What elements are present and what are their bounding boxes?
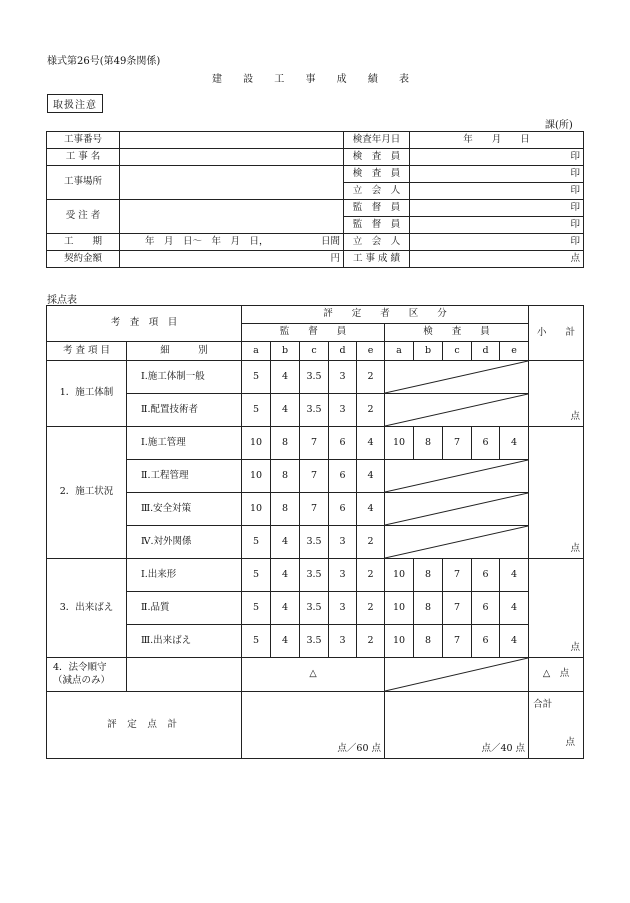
grade-a: a	[385, 342, 414, 361]
score-cell[interactable]: 3.5	[300, 592, 329, 625]
grand-total-label: 合計	[533, 699, 553, 710]
score-cell[interactable]: 3	[329, 592, 357, 625]
label-contractor: 受 注 者	[47, 200, 120, 234]
group-4-line1: 4．法令順守	[53, 661, 107, 673]
seal-witness[interactable]: 印	[410, 183, 584, 200]
row-label: Ⅱ.配置技術者	[127, 394, 242, 427]
field-project-name[interactable]	[120, 149, 344, 166]
score-cell[interactable]: 10	[385, 559, 414, 592]
score-cell[interactable]: 2	[357, 625, 385, 658]
grade-c: c	[443, 342, 472, 361]
score-cell[interactable]: 7	[300, 493, 329, 526]
page-title: 建 設 工 事 成 績 表	[211, 74, 419, 85]
score-cell[interactable]: 6	[329, 493, 357, 526]
score-cell[interactable]: 7	[443, 427, 472, 460]
row-label: Ⅲ.安全対策	[127, 493, 242, 526]
grade-d: d	[329, 342, 357, 361]
score-cell[interactable]: 6	[472, 592, 500, 625]
score-cell[interactable]: 10	[385, 427, 414, 460]
header-item: 考 査 項 目	[47, 306, 242, 342]
score-cell[interactable]: 5	[242, 361, 271, 394]
score-cell[interactable]: 10	[385, 592, 414, 625]
label-location: 工事場所	[47, 166, 120, 200]
inspector-total[interactable]: 点／40 点	[385, 692, 529, 759]
score-cell[interactable]: 7	[443, 625, 472, 658]
subtotal-4[interactable]: △ 点	[529, 658, 584, 692]
row-label: Ⅰ.施工管理	[127, 427, 242, 460]
score-cell[interactable]: 8	[414, 427, 443, 460]
group-3: 3．出来ばえ	[47, 559, 127, 658]
label-project-no: 工事番号	[47, 132, 120, 149]
score-cell[interactable]: 3.5	[300, 361, 329, 394]
group-1: 1．施工体制	[47, 361, 127, 427]
field-location[interactable]	[120, 166, 344, 200]
label-witness: 立 会 人	[344, 183, 410, 200]
supervisor-total[interactable]: 点／60 点	[242, 692, 385, 759]
grand-total[interactable]	[529, 692, 584, 759]
score-cell[interactable]: 8	[271, 427, 300, 460]
score-cell[interactable]: 6	[472, 427, 500, 460]
score-cell[interactable]: 5	[242, 394, 271, 427]
score-cell[interactable]: 3	[329, 394, 357, 427]
score-cell[interactable]: 6	[472, 559, 500, 592]
score-cell[interactable]: 2	[357, 526, 385, 559]
score-table	[46, 305, 584, 759]
score-cell[interactable]: 2	[357, 394, 385, 427]
label-project-name: 工 事 名	[47, 149, 120, 166]
row-label: Ⅰ.出来形	[127, 559, 242, 592]
label-period: 工 期	[47, 234, 120, 251]
score-cell[interactable]: 2	[357, 592, 385, 625]
score-cell[interactable]: 5	[242, 526, 271, 559]
notice-box: 取扱注意	[47, 94, 103, 113]
score-cell[interactable]: 4	[271, 361, 300, 394]
diagonal-cell	[385, 460, 529, 493]
score-cell[interactable]: 5	[242, 625, 271, 658]
subtotal-3[interactable]: 点	[529, 559, 584, 658]
score-cell[interactable]: 4	[500, 592, 529, 625]
score-cell[interactable]: 6	[329, 427, 357, 460]
grand-total-unit: 点	[565, 737, 576, 748]
field-project-no[interactable]	[120, 132, 344, 149]
score-cell[interactable]: 3	[329, 625, 357, 658]
score-cell[interactable]: 4	[357, 493, 385, 526]
row-label: Ⅳ.対外関係	[127, 526, 242, 559]
score-cell[interactable]: 4	[500, 625, 529, 658]
header-subtotal: 小 計	[529, 306, 584, 361]
label-inspector: 検 査 員	[344, 149, 410, 166]
diagonal-cell	[385, 394, 529, 427]
diagonal-cell	[385, 658, 529, 692]
grade-d: d	[472, 342, 500, 361]
score-cell[interactable]: 8	[271, 493, 300, 526]
score-cell[interactable]: 7	[300, 460, 329, 493]
seal-witness-2[interactable]: 印	[410, 234, 584, 251]
score-cell[interactable]: 3	[329, 559, 357, 592]
score-cell[interactable]: 8	[414, 559, 443, 592]
field-result[interactable]: 点	[410, 251, 584, 268]
group-4-line2: （減点のみ）	[53, 674, 111, 686]
row-label: Ⅱ.品質	[127, 592, 242, 625]
grade-b: b	[271, 342, 300, 361]
score-cell[interactable]: 8	[414, 625, 443, 658]
score-cell[interactable]: 4	[271, 559, 300, 592]
seal-supervisor[interactable]: 印	[410, 200, 584, 217]
field-inspection-date[interactable]: 年 月 日	[410, 132, 584, 149]
header-evaluator: 評 定 者 区 分	[242, 306, 529, 324]
diagonal-cell	[385, 493, 529, 526]
label-supervisor-2: 監 督 員	[344, 217, 410, 234]
grade-b: b	[414, 342, 443, 361]
score-cell[interactable]: 7	[300, 427, 329, 460]
seal-inspector[interactable]: 印	[410, 149, 584, 166]
score-cell[interactable]: 7	[443, 559, 472, 592]
score-cell[interactable]: 8	[414, 592, 443, 625]
score-cell[interactable]: 2	[357, 559, 385, 592]
score-cell[interactable]: 6	[329, 460, 357, 493]
grade-a: a	[242, 342, 271, 361]
score-cell[interactable]: 10	[242, 460, 271, 493]
subtotal-1[interactable]: 点	[529, 361, 584, 427]
col-detail: 細 別	[127, 342, 242, 361]
score-cell[interactable]: 10	[242, 427, 271, 460]
period-days: 日間	[320, 235, 340, 247]
info-table	[46, 131, 584, 268]
score-cell[interactable]: 3	[329, 526, 357, 559]
label-amount: 契約金額	[47, 251, 120, 268]
score-cell[interactable]: 10	[385, 625, 414, 658]
seal-inspector-2[interactable]: 印	[410, 166, 584, 183]
score-cell[interactable]: 6	[472, 625, 500, 658]
score-cell[interactable]: 3.5	[300, 394, 329, 427]
label-supervisor: 監 督 員	[344, 200, 410, 217]
score-cell[interactable]: 4	[500, 427, 529, 460]
score-cell[interactable]: 5	[242, 559, 271, 592]
score-cell[interactable]: 3.5	[300, 559, 329, 592]
score-cell[interactable]: 2	[357, 361, 385, 394]
grade-e: e	[357, 342, 385, 361]
score-cell[interactable]: 4	[500, 559, 529, 592]
score-cell[interactable]: 3.5	[300, 526, 329, 559]
label-inspector-2: 検 査 員	[344, 166, 410, 183]
label-result: 工 事 成 績	[344, 251, 410, 268]
field-amount[interactable]: 円	[120, 251, 344, 268]
group-4	[47, 658, 127, 692]
grade-c: c	[300, 342, 329, 361]
seal-supervisor-2[interactable]: 印	[410, 217, 584, 234]
total-label: 評 定 点 計	[47, 692, 242, 759]
field-period[interactable]	[120, 234, 344, 251]
score-cell[interactable]: 7	[443, 592, 472, 625]
score-cell[interactable]: 5	[242, 592, 271, 625]
score-cell[interactable]: 10	[242, 493, 271, 526]
form-number: 様式第26号(第49条関係)	[47, 56, 161, 67]
score-cell[interactable]: 4	[357, 427, 385, 460]
label-witness-2: 立 会 人	[344, 234, 410, 251]
period-format: 年 月 日～ 年 月 日，	[145, 235, 269, 247]
score-label: 採点表	[47, 295, 77, 306]
score-cell[interactable]: 3	[329, 361, 357, 394]
diagonal-cell	[385, 361, 529, 394]
deduction-triangle[interactable]: △	[242, 658, 385, 692]
header-inspector: 検 査 員	[385, 324, 529, 342]
header-supervisor: 監 督 員	[242, 324, 385, 342]
diagonal-cell	[385, 526, 529, 559]
grade-e: e	[500, 342, 529, 361]
score-cell[interactable]: 3.5	[300, 625, 329, 658]
group-4-detail	[127, 658, 242, 692]
score-cell[interactable]: 8	[271, 460, 300, 493]
section-label: 課(所)	[545, 120, 573, 131]
score-cell[interactable]: 4	[271, 394, 300, 427]
subtotal-2[interactable]: 点	[529, 427, 584, 559]
score-cell[interactable]: 4	[271, 526, 300, 559]
field-contractor[interactable]	[120, 200, 344, 234]
col-item: 考 査 項 目	[47, 342, 127, 361]
score-cell[interactable]: 4	[271, 625, 300, 658]
score-cell[interactable]: 4	[357, 460, 385, 493]
group-2: 2．施工状況	[47, 427, 127, 559]
row-label: Ⅲ.出来ばえ	[127, 625, 242, 658]
row-label: Ⅱ.工程管理	[127, 460, 242, 493]
row-label: Ⅰ.施工体制一般	[127, 361, 242, 394]
label-inspection-date: 検査年月日	[344, 132, 410, 149]
score-cell[interactable]: 4	[271, 592, 300, 625]
